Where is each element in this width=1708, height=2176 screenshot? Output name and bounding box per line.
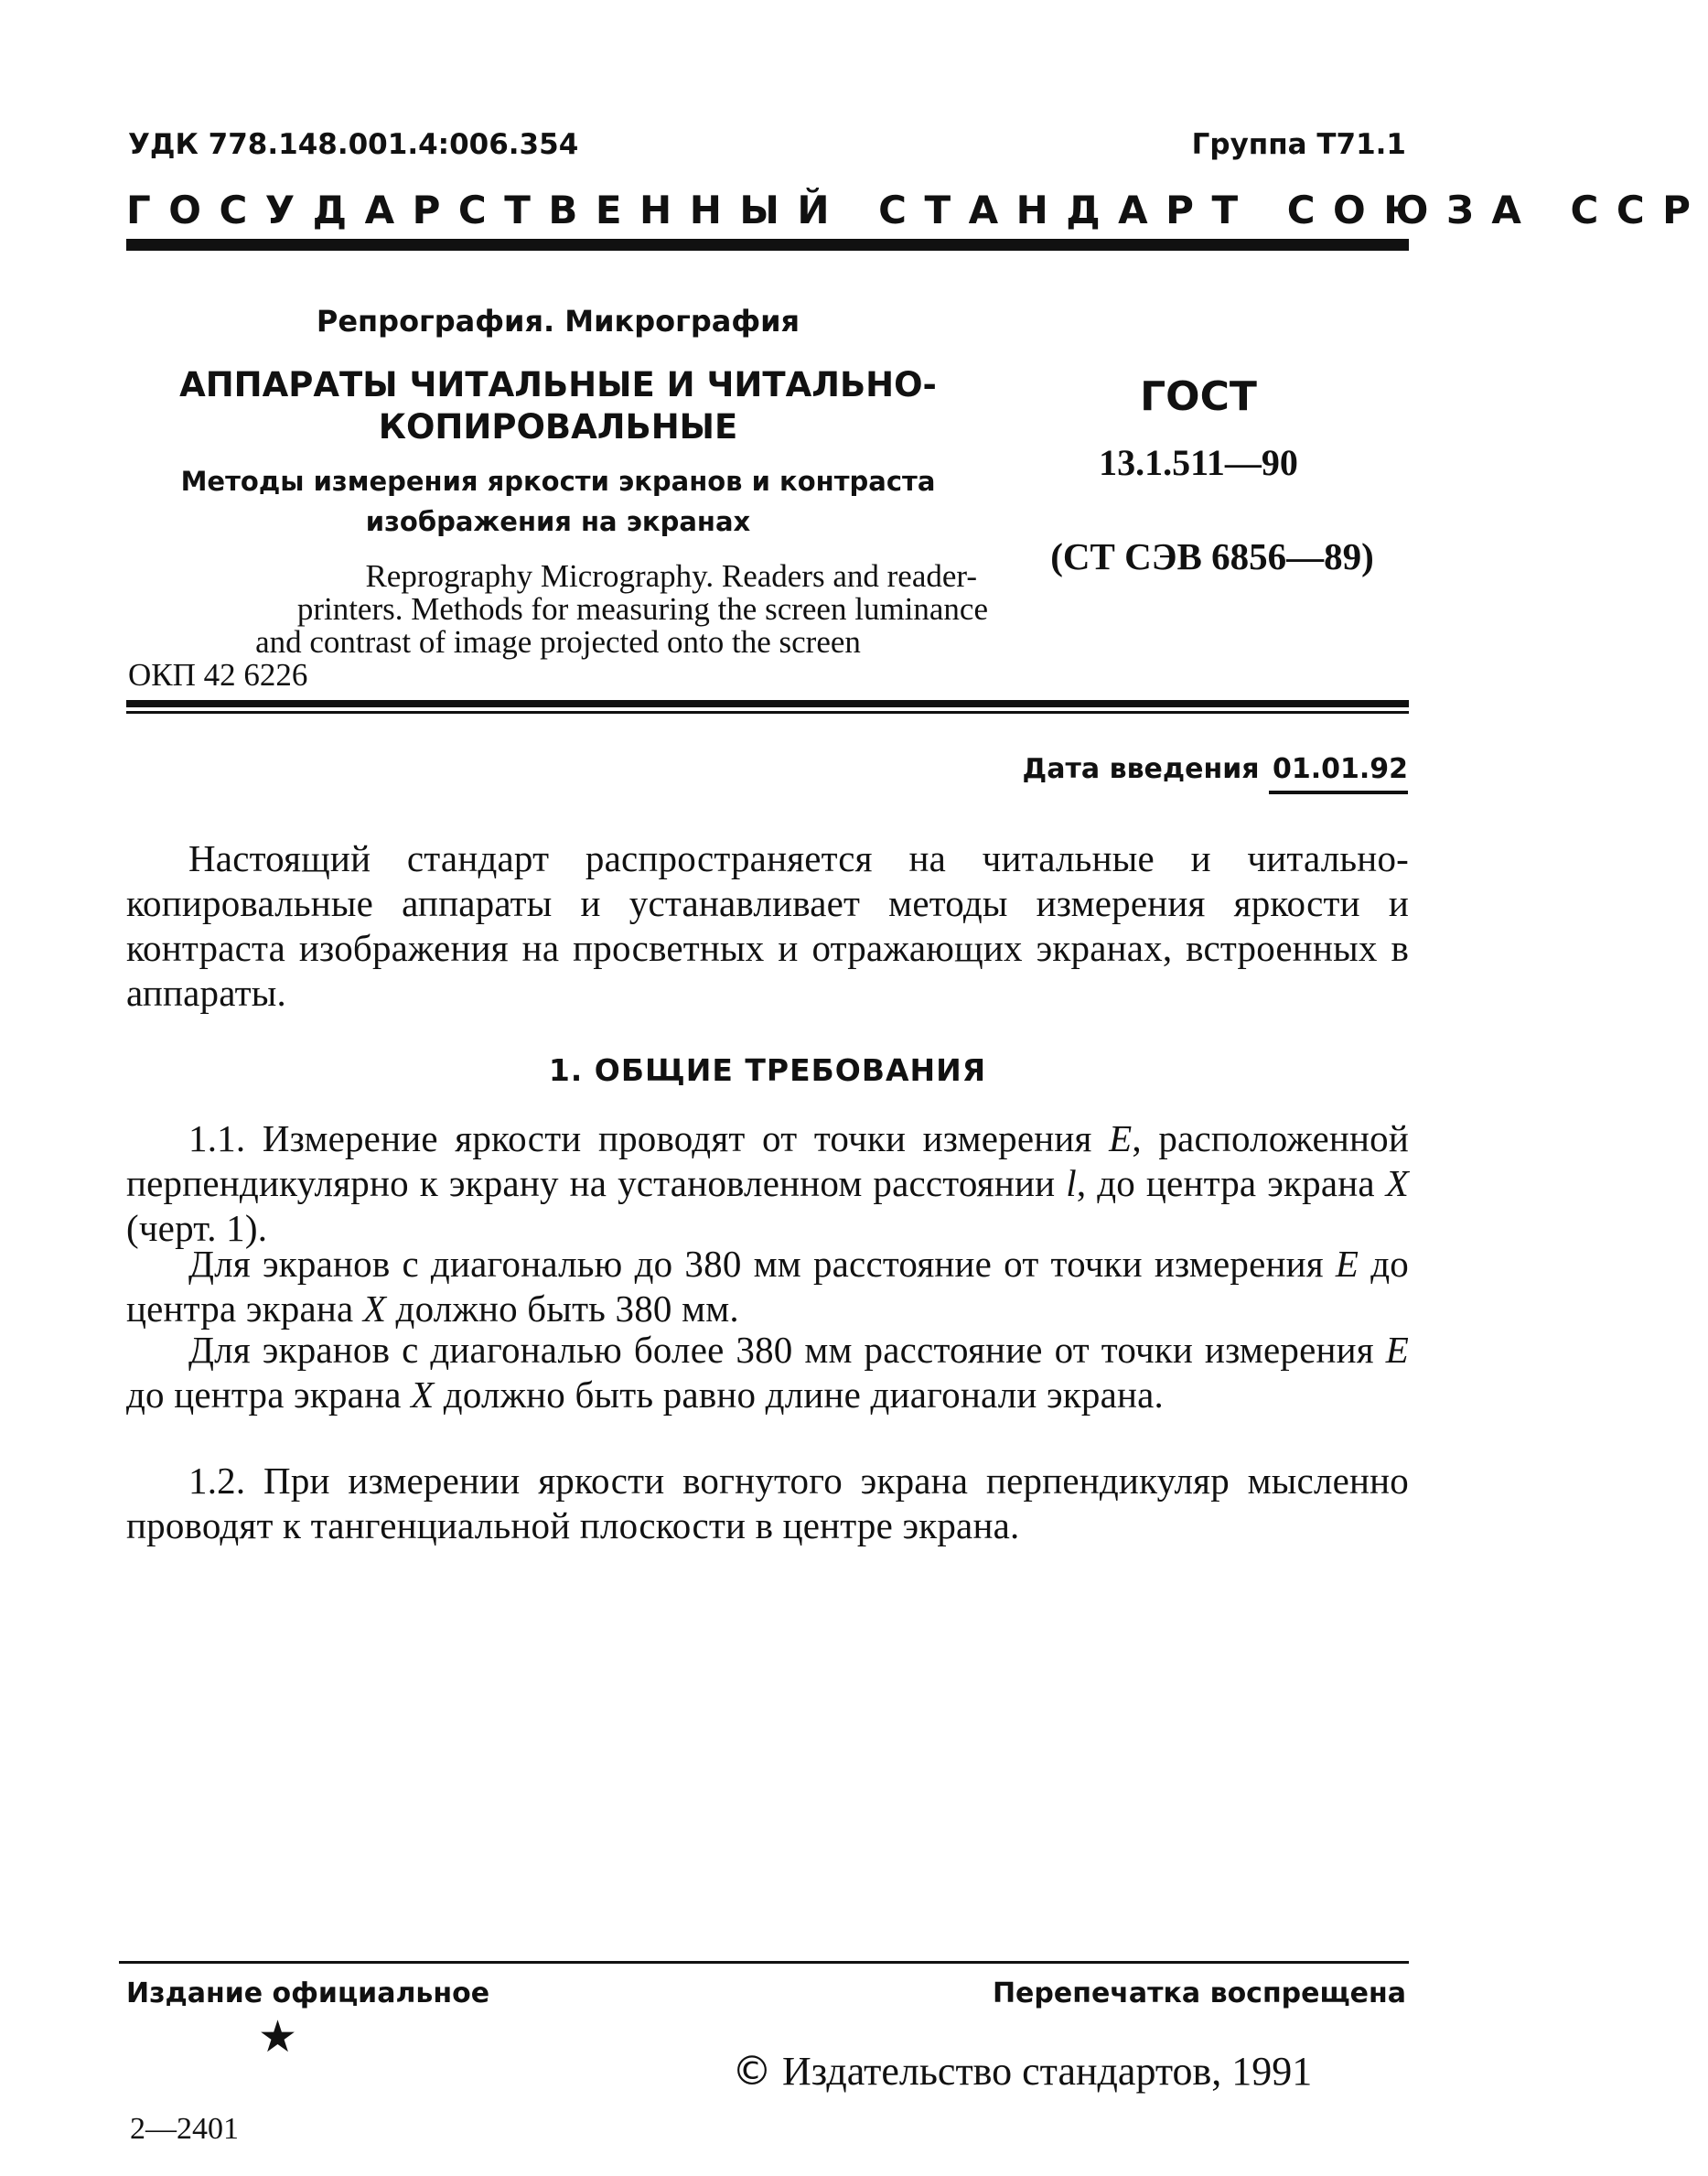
main-title-line1: АППАРАТЫ ЧИТАЛЬНЫЕ И ЧИТАЛЬНО- [179, 365, 937, 404]
section-title: 1. ОБЩИЕ ТРЕБОВАНИЯ [548, 1052, 987, 1088]
star-icon: ★ [258, 2011, 298, 2063]
top-heavy-rule [126, 239, 1409, 251]
main-title-line2: КОПИРОВАЛЬНЫЕ [378, 407, 738, 447]
gost-label: ГОСТ [1140, 373, 1257, 420]
subtitle-line1: Методы измерения яркости экранов и контраста [180, 466, 936, 497]
english-title-line2: printers. Methods for measuring the screen luminance [296, 591, 988, 627]
english-title-line1: Reprography Micrography. Readers and reader- [365, 558, 977, 594]
intro-date-label: Дата введения [1022, 753, 1260, 785]
title-bottom-thin-rule [126, 711, 1409, 714]
intro-date [1023, 753, 1408, 794]
subtitle [128, 461, 988, 542]
p2-text-c: должно быть 380 мм. [386, 1287, 739, 1330]
footer-rule [119, 1961, 1409, 1964]
title-bottom-rule [126, 700, 1409, 707]
intro-date-value: 01.01.92 [1269, 753, 1408, 794]
english-title-line3: and contrast of image projected onto the screen [255, 624, 861, 660]
p3-text-c: должно быть равно длине диагонали экрана. [434, 1373, 1164, 1416]
sev-number: (СТ СЭВ 6856—89) [1050, 535, 1374, 577]
p3-var-e: E [1385, 1329, 1409, 1371]
category-title: Репрография. Микрография [316, 304, 800, 339]
subtitle-line2: изображения на экранах [365, 506, 751, 537]
p1-1-text-c: , до центра экрана [1076, 1162, 1386, 1204]
p2-var-x: X [362, 1287, 387, 1330]
p1-1-var-x: X [1385, 1162, 1409, 1204]
p3-text-a: Для экранов с диагональю более 380 мм расстояние от точки измерения [188, 1329, 1386, 1371]
p1-1-var-e: E [1109, 1117, 1133, 1159]
paragraph-3 [126, 1328, 1409, 1417]
paragraph-2 [126, 1242, 1409, 1331]
gost-number: 13.1.511—90 [1099, 442, 1298, 483]
official-edition: Издание официальное [126, 1977, 490, 2009]
publisher-name: Издательство стандартов, 1991 [782, 2049, 1313, 2094]
standard-banner: ГОСУДАРСТВЕННЫЙ СТАНДАРТ СОЮЗА ССР [126, 188, 1708, 232]
p3-var-x: X [411, 1373, 435, 1416]
p1-1-text-b: , расположенной перпендикулярно к экрану на установленном расстоянии [126, 1117, 1409, 1204]
english-title [128, 560, 988, 692]
paragraph-1-1 [126, 1116, 1409, 1251]
print-code: 2—2401 [130, 2112, 239, 2146]
p3-text-b: до центра экрана [126, 1373, 412, 1416]
p2-text-b: до центра экрана [126, 1243, 1409, 1330]
reprint-prohibited: Перепечатка воспрещена [992, 1977, 1406, 2009]
p1-1-text-d: (черт. 1). [126, 1207, 268, 1249]
intro-paragraph: Настоящий стандарт распространяется на читальные и читально-копировальные аппараты и устанавливает методы измерения яркости и контраста изображения на просветных и отражающих экранах, встроенных в аппараты. [126, 837, 1409, 1014]
p2-text-a: Для экранов с диагональю до 380 мм расстояние от точки измерения [188, 1243, 1336, 1285]
okp-code: ОКП 42 6226 [128, 657, 308, 693]
paragraph-1-2: 1.2. При измерении яркости вогнутого экрана перпендикуляр мысленно проводят к тангенциальной плоскости в центре экрана. [126, 1460, 1409, 1546]
p1-1-var-l: l [1066, 1162, 1077, 1204]
main-title [128, 364, 988, 448]
copyright-line [732, 2048, 1312, 2095]
udk-code: УДК 778.148.001.4:006.354 [128, 128, 579, 161]
p1-1-text-a: 1.1. Измерение яркости проводят от точки измерения [188, 1117, 1110, 1159]
group-code: Группа Т71.1 [1191, 128, 1406, 161]
copyright-icon: © [732, 2048, 772, 2095]
p2-var-e: E [1335, 1243, 1359, 1285]
